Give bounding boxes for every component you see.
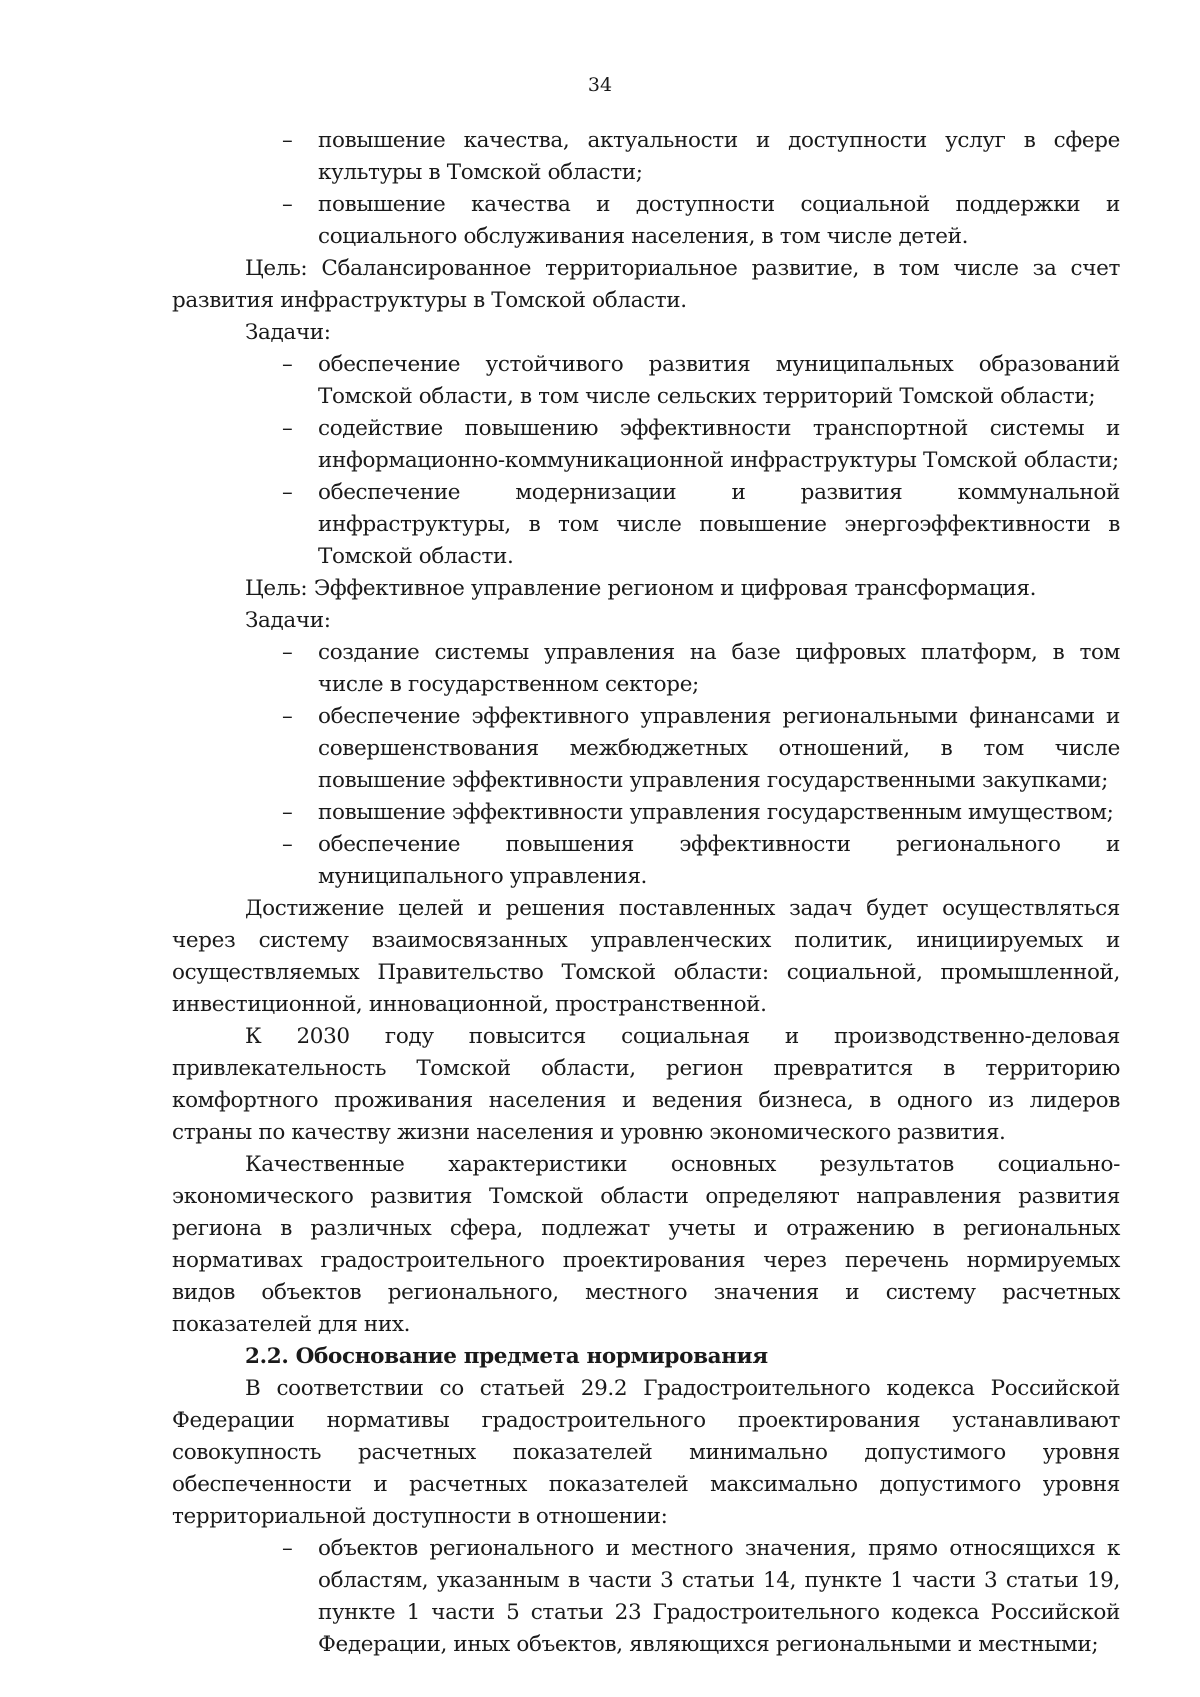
list-item-text: повышение качества, актуальности и доступности услуг в сфере культуры в Томской области; [318,128,1120,185]
section-heading: 2.2. Обоснование предмета нормирования [245,1344,768,1369]
list-dash: – [282,704,293,729]
list-item [172,701,1120,797]
list-item [172,1533,1120,1661]
list-dash: – [282,832,293,857]
list-item-text: объектов регионального и местного значения, прямо относящихся к областям, указанным в части 3 статьи 14, пункте 1 части 3 статьи 19, пункте 1 части 5 статьи 23 Градостроительного кодекса Российской Федерации, иных объектов, являющихся региональными и местными; [318,1536,1120,1657]
culture-social-tasks-list [172,125,1120,253]
list-item [172,125,1120,189]
list-item [172,829,1120,893]
paragraph-regulatory-basis: В соответствии со статьей 29.2 Градостроительного кодекса Российской Федерации нормативы градостроительного проектирования устанавливают совокупность расчетных показателей минимально допустимого уровня обеспеченности и расчетных показателей максимально допустимого уровня территориальной доступности в отношении: [172,1376,1120,1529]
list-item-text: обеспечение модернизации и развития коммунальной инфраструктуры, в том числе повышение энергоэффективности в Томской области. [318,480,1120,569]
list-item-text: обеспечение эффективного управления региональными финансами и совершенствования межбюджетных отношений, в том числе повышение эффективности управления государственными закупками; [318,704,1120,793]
infrastructure-tasks-list [172,349,1120,573]
list-item-text: обеспечение повышения эффективности регионального и муниципального управления. [318,832,1120,889]
list-dash: – [282,480,293,505]
list-item-text: создание системы управления на базе цифровых платформ, в том числе в государственном секторе; [318,640,1120,697]
paragraph-2030-outlook: К 2030 году повысится социальная и производственно-деловая привлекательность Томской области, регион превратится в территорию комфортного проживания населения и ведения бизнеса, в одного из лидеров страны по качеству жизни населения и уровню экономического развития. [172,1024,1120,1145]
list-item-text: содействие повышению эффективности транспортной системы и информационно-коммуникационной инфраструктуры Томской области; [318,416,1120,473]
list-item [172,477,1120,573]
tasks-label: Задачи: [245,320,331,345]
list-item [172,637,1120,701]
regulated-objects-list [172,1533,1120,1661]
list-item [172,189,1120,253]
list-item-text: обеспечение устойчивого развития муниципальных образований Томской области, в том числе сельских территорий Томской области; [318,352,1120,409]
tasks-label: Задачи: [245,608,331,633]
paragraph-qualitative-results: Качественные характеристики основных результатов социально-экономического развития Томской области определяют направления развития региона в различных сфера, подлежат учеты и отражению в региональных нормативах градостроительного проектирования через перечень нормируемых видов объектов регионального, местного значения и систему расчетных показателей для них. [172,1152,1120,1337]
list-item [172,797,1120,829]
list-dash: – [282,640,293,665]
list-dash: – [282,416,293,441]
list-item-text: повышение качества и доступности социальной поддержки и социального обслуживания населения, в том числе детей. [318,192,1120,249]
list-dash: – [282,352,293,377]
list-item [172,349,1120,413]
list-item [172,413,1120,477]
list-dash: – [282,1536,293,1561]
paragraph-policies: Достижение целей и решения поставленных задач будет осуществляться через систему взаимосвязанных управленческих политик, инициируемых и осуществляемых Правительство Томской области: социальной, промышленной, инвестиционной, инновационной, пространственной. [172,896,1120,1017]
goal-territorial-development: Цель: Сбалансированное территориальное развитие, в том числе за счет развития инфраструктуры в Томской области. [172,256,1120,313]
list-dash: – [282,800,293,825]
document-body [172,125,1120,1661]
list-dash: – [282,192,293,217]
page-number: 34 [587,74,613,96]
list-dash: – [282,128,293,153]
list-item-text: повышение эффективности управления государственным имуществом; [318,800,1114,825]
goal-digital-transformation: Цель: Эффективное управление регионом и цифровая трансформация. [245,576,1037,601]
governance-tasks-list [172,637,1120,893]
